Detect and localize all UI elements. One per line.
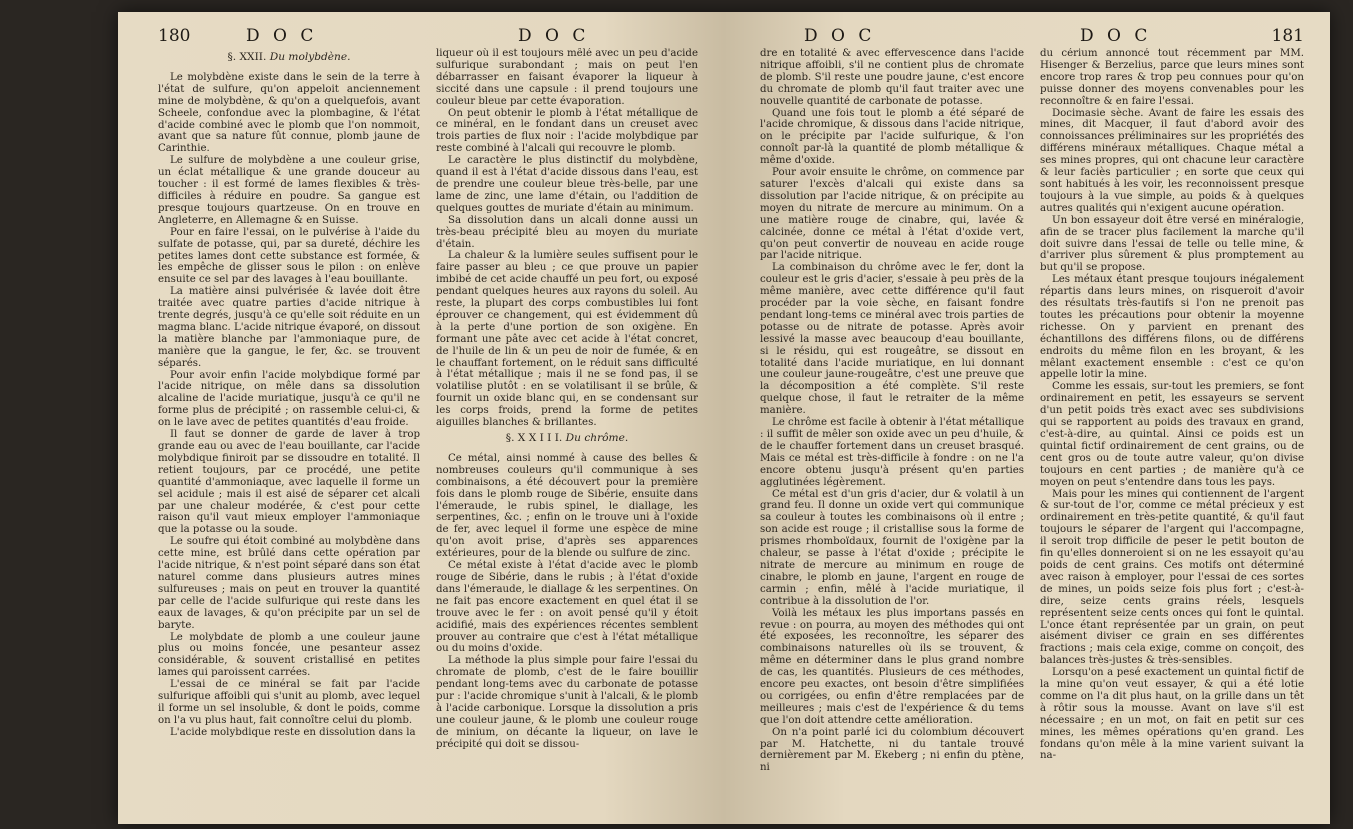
right-running-head-2: D O C bbox=[1080, 26, 1152, 46]
left-page bbox=[118, 12, 724, 824]
paragraph: Voilà les métaux les plus importans passés en revue : on pourra, au moyen des méthodes qui ont été exposées, les reconnoître, les séparer des combinaisons naturelles où ils se trouvent, & même en déterminer dans le plus grand nombre de cas, les quantités. Plusieurs de ces méthodes, encore peu exactes, ont besoin d'être simplifiées ou corrigées, ou enfin d'être remplacées par de meilleures ; mais c'est de l'expérience & du tems que l'on doit attendre cette amélioration. bbox=[760, 607, 1024, 726]
left-running-head-2: D O C bbox=[518, 26, 590, 46]
left-page-number: 180 bbox=[158, 26, 191, 46]
paragraph: Le chrôme est facile à obtenir à l'état métallique : il suffit de mêler son oxide avec un peu d'huile, & de le chauffer fortement dans un creuset brasqué. Mais ce métal est très-difficile à fondre : on ne l'a encore obtenu jusqu'à présent qu'en parties agglutinées légèrement. bbox=[760, 417, 1024, 488]
right-running-head-1: D O C bbox=[804, 26, 876, 46]
right-page bbox=[724, 12, 1330, 824]
left-column-2 bbox=[436, 48, 698, 814]
section-heading-xxii: §. XXII. Du molybdène. bbox=[227, 51, 351, 63]
paragraph: Ce métal est d'un gris d'acier, dur & volatil à un grand feu. Il donne un oxide vert qui communique sa couleur à toutes les combinaisons où il entre ; son acide est rouge ; il cristallise sous la forme de prismes rhomboïdaux, fournit de l'oxigène par la chaleur, se passe à l'état d'oxide ; précipite le nitrate de mercure au minimum en rouge de cinabre, le plomb en jaune, l'argent en rouge de carmin ; enfin, mêlé à l'acide muriatique, il contribue à la dissolution de l'or. bbox=[760, 488, 1024, 607]
paragraph: Lorsqu'on a pesé exactement un quintal fictif de la mine qu'on veut essayer, & qui a été lotie comme on l'a dit plus haut, on la grille dans un têt à rôtir sous la mousse. Avant on lave s'il est nécessaire ; en un mot, on fait en petit sur ces mines, les mêmes opérations qu'en grand. Les fondans qu'on mêle à la mine varient suivant la na- bbox=[1040, 667, 1304, 762]
paragraph: Un bon essayeur doit être versé en minéralogie, afin de se tracer plus facilement la marche qu'il doit suivre dans l'essai de telle ou telle mine, & d'arriver plus sûrement & plus promptement au but qu'il se propose. bbox=[1040, 214, 1304, 274]
left-column-1 bbox=[158, 48, 420, 814]
paragraph: Pour en faire l'essai, on le pulvérise à l'aide du sulfate de potasse, qui, par sa dureté, déchire les petites lames dont cette substance est formée, & les empêche de glisser sous le pilon : on enlève ensuite ce sel par des lavages à l'eau bouillante. bbox=[158, 226, 420, 286]
paragraph: Le molybdène existe dans le sein de la terre à l'état de sulfure, qu'on appeloit anciennement mine de molybdène, & qu'on a quelquefois, avant Scheele, confondue avec la plombagine, & l'état d'acide combiné avec le plomb que l'on nommoit, avant que sa nature fût connue, plomb jaune de Carinthie. bbox=[158, 71, 420, 155]
paragraph: Ce métal existe à l'état d'acide avec le plomb rouge de Sibérie, dans le rubis ; à l'état d'oxide dans l'émeraude, le diallage & les serpentines. On ne fait pas encore exactement en quel état il se trouve avec le fer : on avoit pensé qu'il y étoit acidifié, mais des expériences récentes semblent prouver au contraire que c'est à l'état métallique ou du moins d'oxide. bbox=[436, 560, 698, 655]
paragraph: liqueur où il est toujours mêlé avec un peu d'acide sulfurique surabondant ; mais on peut l'en débarrasser en faisant évaporer la liqueur à siccité dans une capsule : il prend toujours une couleur bleue par cette évaporation. bbox=[436, 48, 698, 107]
paragraph: Le caractère le plus distinctif du molybdène, quand il est à l'état d'acide dissous dans l'eau, est de prendre une couleur bleue très-belle, par une lame de zinc, une lame d'étain, ou l'addition de quelques gouttes de muriate d'étain au minimum. bbox=[436, 155, 698, 214]
paragraph: On n'a point parlé ici du colombium découvert par M. Hatchette, ni du tantale trouvé dernièrement par M. Ekeberg ; ni enfin du ptène, ni bbox=[760, 726, 1024, 774]
section-heading-xxiii: §. X X I I I. Du chrôme. bbox=[505, 432, 629, 444]
paragraph: Il faut se donner de garde de laver à trop grande eau ou avec de l'eau bouillante, car l'acide molybdique finiroit par se dissoudre en totalité. Il retient toujours, par ce procédé, une petite quantité d'ammoniaque, avec laquelle il forme un sel acidule ; mais il est aisé de séparer cet alcali par une chaleur modérée, & c'est pour cette raison qu'il vaut mieux employer l'ammoniaque que la potasse ou la soude. bbox=[158, 429, 420, 536]
paragraph: La matière ainsi pulvérisée & lavée doit être traitée avec quatre parties d'acide nitrique à trente degrés, jusqu'à ce qu'elle soit réduite en un magma blanc. L'acide nitrique évaporé, on dissout la matière blanche par l'ammoniaque pure, de manière que la gangue, le fer, &c. se trouvent séparés. bbox=[158, 286, 420, 369]
left-running-head-1: D O C bbox=[246, 26, 318, 46]
left-running-header bbox=[158, 26, 698, 48]
book-spread bbox=[118, 12, 1330, 824]
paragraph: dre en totalité & avec effervescence dans l'acide nitrique affoibli, s'il ne contient plus de chromate de plomb. S'il reste une poudre jaune, c'est encore du chromate de plomb qu'il faut traiter avec une nouvelle quantité de carbonate de potasse. bbox=[760, 48, 1024, 107]
paragraph: Pour avoir ensuite le chrôme, on commence par saturer l'excès d'alcali qui existe dans sa dissolution par l'acide nitrique, & on précipite au moyen du nitrate de mercure au minimum. On a une matière rouge de cinabre, qui, lavée & calcinée, donne ce métal à l'état d'oxide vert, qu'on peut convertir de nouveau en acide rouge par l'acide nitrique. bbox=[760, 167, 1024, 262]
paragraph: La méthode la plus simple pour faire l'essai du chromate de plomb, c'est de le faire bouillir pendant long-tems avec du carbonate de potasse pur : l'acide chromique s'unit à l'alcali, & le plomb à l'acide carbonique. Lorsque la dissolution a pris une couleur jaune, & le plomb une couleur rouge de minium, on décante la liqueur, on lave le précipité qui doit se dissou- bbox=[436, 655, 698, 750]
right-column-1 bbox=[760, 48, 1024, 814]
paragraph: Mais pour les mines qui contiennent de l'argent & sur-tout de l'or, comme ce métal précieux y est ordinairement en très-petite quantité, & qu'il faut toujours le séparer de l'argent qui l'accompagne, il seroit trop difficile de peser le petit bouton de fin qu'elles donneroient si on ne les essayoit qu'au poids de cent grains. Ces motifs ont déterminé avec raison à employer, pour l'essai de ces sortes de mines, un poids seize fois plus fort ; c'est-à-dire, seize cents grains réels, lesquels représentent seize cents onces qui font le quintal. L'once étant représentée par un grain, on peut aisément diviser ce grain en ses différentes fractions ; mais cela exige, comme on conçoit, des balances très-justes & très-sensibles. bbox=[1040, 488, 1304, 667]
paragraph: Le soufre qui étoit combiné au molybdène dans cette mine, est brûlé dans cette opération par l'acide nitrique, & n'est point séparé dans son état naturel comme dans plusieurs autres mines sulfureuses ; mais on peut en trouver la quantité par celle de l'acide sulfurique qui reste dans les eaux de lavages, & qu'on précipite par un sel de baryte. bbox=[158, 536, 420, 631]
paragraph: Pour avoir enfin l'acide molybdique formé par l'acide nitrique, on mêle dans sa dissolution alcaline de l'acide muriatique, jusqu'à ce qu'il ne forme plus de précipité ; on rassemble celui-ci, & on le lave avec de petites quantités d'eau froide. bbox=[158, 369, 420, 429]
right-column-2 bbox=[1040, 48, 1304, 814]
paragraph: La combinaison du chrôme avec le fer, dont la couleur est le gris d'acier, s'essaie à peu près de la même manière, avec cette différence qu'il faut procéder par la voie sèche, en faisant fondre pendant long-tems ce minéral avec trois parties de potasse ou de nitrate de potasse. Après avoir lessivé la masse avec beaucoup d'eau bouillante, si le résidu, qui est rougeâtre, se dissout en totalité dans l'acide muriatique, en lui donnant une couleur jaune-rougeâtre, c'est une preuve que la décomposition a été complète. S'il reste quelque chose, il faut le retraiter de la même manière. bbox=[760, 262, 1024, 417]
paragraph: Le sulfure de molybdène a une couleur grise, un éclat métallique & une grande douceur au toucher : il est formé de lames flexibles & très-difficiles à réduire en poudre. Sa gangue est presque toujours quartzeuse. On en trouve en Angleterre, en Allemagne & en Suisse. bbox=[158, 155, 420, 226]
paragraph: Le molybdate de plomb a une couleur jaune plus ou moins foncée, une pesanteur assez considérable, & souvent cristallisé en petites lames qui paroissent carrées. bbox=[158, 631, 420, 679]
paragraph: On peut obtenir le plomb à l'état métallique de ce minéral, en le fondant dans un creuset avec trois parties de flux noir : l'acide molybdique par reste combiné à l'alcali qui recouvre le plomb. bbox=[436, 107, 698, 155]
paragraph: Docimasie sèche. Avant de faire les essais des mines, dit Macquer, il faut d'abord avoir des connoissances préliminaires sur les propriétés des différens minéraux métalliques. Chaque métal a ses mines propres, qui ont chacune leur caractère & leur faciès particulier ; en sorte que ceux qui sont habitués à les voir, les reconnoissent presque toujours à la vue simple, au poids & à quelques autres qualités qui n'exigent aucune opération. bbox=[1040, 107, 1304, 214]
right-page-number: 181 bbox=[1271, 26, 1304, 46]
paragraph: Les métaux étant presque toujours inégalement répartis dans leurs mines, on risqueroit d'avoir des résultats très-fautifs si l'on ne prenoit pas toutes les précautions pour obtenir la moyenne richesse. On y parvient en prenant des échantillons des différens filons, ou de différens endroits du même filon en les broyant, & les mêlant exactement ensemble : c'est ce qu'on appelle lotir la mine. bbox=[1040, 274, 1304, 381]
paragraph: Quand une fois tout le plomb a été séparé de l'acide chromique, & dissous dans l'acide nitrique, on le précipite par l'acide sulfurique, & l'on connoît par-là la quantité de plomb métallique & même d'oxide. bbox=[760, 107, 1024, 167]
paragraph: L'essai de ce minéral se fait par l'acide sulfurique affoibli qui s'unit au plomb, avec lequel il forme un sel insoluble, & dont le poids, comme on l'a vu plus haut, fait connoître celui du plomb. bbox=[158, 679, 420, 726]
paragraph: La chaleur & la lumière seules suffisent pour le faire passer au bleu ; ce que prouve un papier imbibé de cet acide chauffé un peu fort, ou exposé pendant quelques heures aux rayons du soleil. Au reste, la plupart des corps combustibles lui font éprouver ce changement, qui est évidemment dû à la perte d'une portion de son oxigène. En formant une pâte avec cet acide à l'état concret, de l'huile de lin & un peu de noir de fumée, & en le chauffant fortement, on le réduit sans difficulté à l'état métallique ; mais il ne se fond pas, il se volatilise plutôt : en se volatilisant il se brûle, & fournit un oxide blanc qui, en se condensant sur les corps froids, prend la forme de petites aiguilles blanches & brillantes. bbox=[436, 250, 698, 429]
right-running-header bbox=[764, 26, 1304, 48]
paragraph: L'acide molybdique reste en dissolution dans la bbox=[170, 726, 416, 738]
paragraph: Ce métal, ainsi nommé à cause des belles & nombreuses couleurs qu'il communique à ses combinaisons, a été découvert pour la première fois dans le plomb rouge de Sibérie, ensuite dans l'émeraude, le rubis spinel, le diallage, les serpentines, &c. ; enfin on le trouve uni à l'oxide de fer, avec lequel il forme une espèce de mine qu'on avoit prise, d'après ses apparences extérieures, pour de la blende ou sulfure de zinc. bbox=[436, 452, 698, 560]
paragraph: du cérium annoncé tout récemment par MM. Hisenger & Berzelius, parce que leurs mines sont encore trop rares & trop peu connues pour qu'on puisse donner des moyens convenables pour les reconnoître & en faire l'essai. bbox=[1040, 48, 1304, 107]
paragraph: Sa dissolution dans un alcali donne aussi un très-beau précipité bleu au moyen du muriate d'étain. bbox=[436, 214, 698, 250]
paragraph: Comme les essais, sur-tout les premiers, se font ordinairement en petit, les essayeurs se servent d'un petit poids très exact avec ses subdivisions qui se rapportent au poids des travaux en grand, c'est-à-dire, au quintal. Ainsi ce poids est un quintal fictif ordinairement de cent grains, ou de cent gros ou de toute autre valeur, qu'on divise toujours en cent parties ; de manière qu'à ce moyen on peut s'entendre dans tous les pays. bbox=[1040, 381, 1304, 488]
